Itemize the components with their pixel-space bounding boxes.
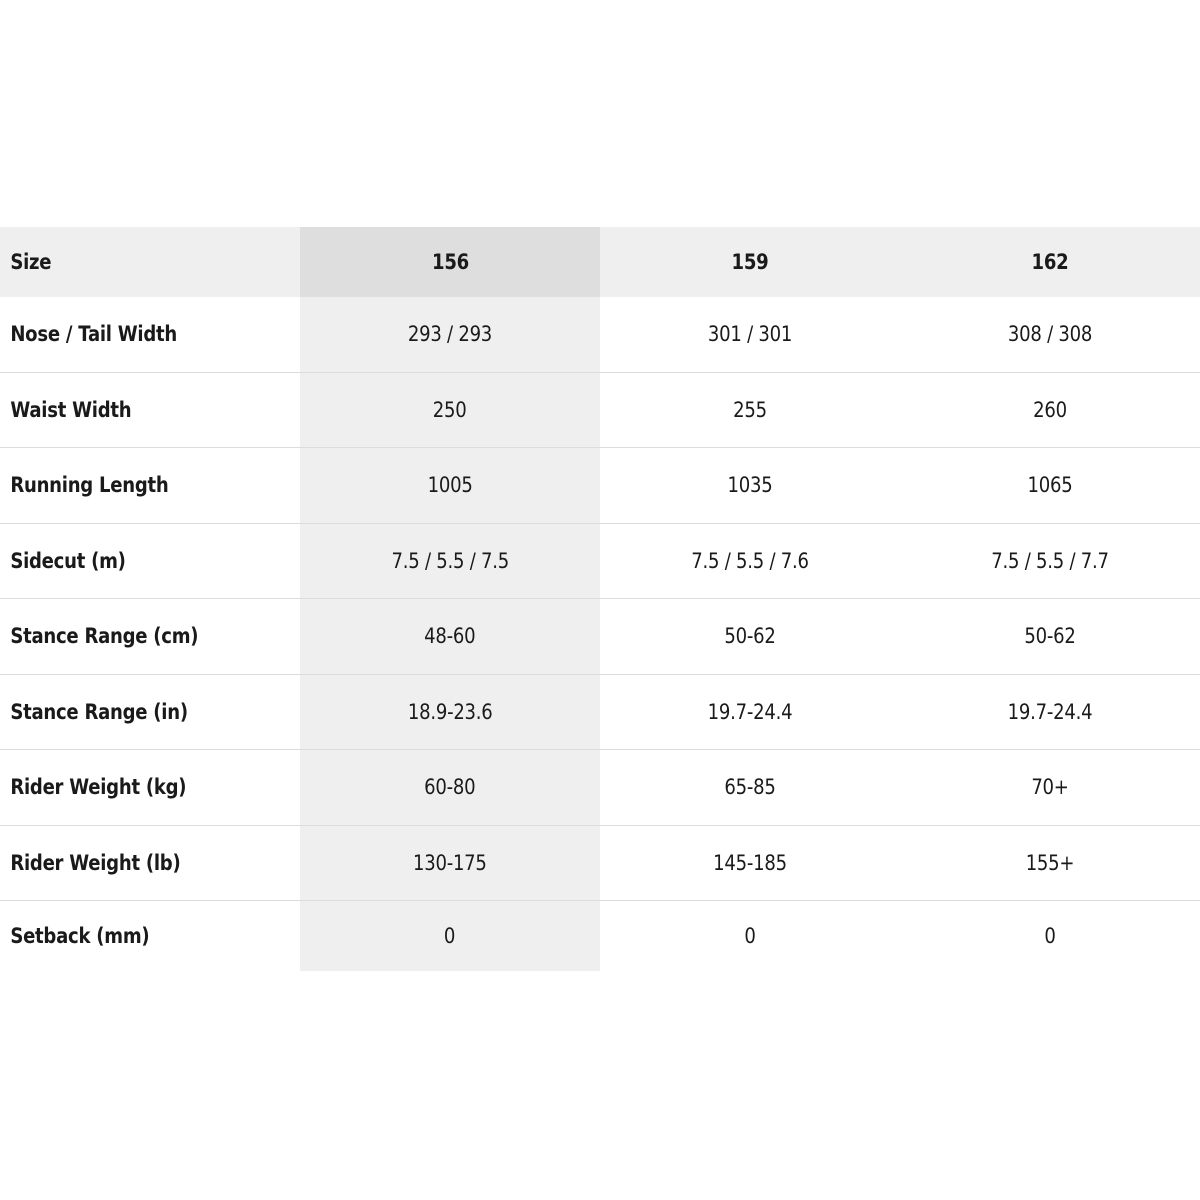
table-cell: 50-62: [1024, 624, 1076, 649]
table-cell: [300, 901, 600, 971]
table-cell: 0: [1044, 924, 1056, 948]
header-size-162: 162: [1031, 250, 1069, 274]
table-cell: [300, 826, 600, 901]
header-size-156-text: 156: [431, 250, 469, 274]
table-row: [0, 524, 1200, 600]
header-size-159: 159: [731, 250, 769, 274]
table-header-row: [0, 227, 1200, 297]
table-cell: [300, 524, 600, 599]
table-cell: 260: [1033, 397, 1067, 422]
table-cell: 7.5 / 5.5 / 7.6: [691, 548, 809, 573]
table-cell: 70+: [1031, 775, 1069, 800]
row-label: Waist Width: [10, 397, 132, 422]
table-cell: [300, 448, 600, 523]
table-cell: [300, 675, 600, 750]
header-size-156: [300, 227, 600, 297]
table-cell: 19.7-24.4: [707, 699, 793, 724]
row-label: Rider Weight (lb): [10, 850, 181, 875]
table-row: [0, 599, 1200, 675]
table-row: [0, 373, 1200, 449]
table-row: [0, 901, 1200, 971]
table-row: [0, 297, 1200, 373]
table-cell: 50-62: [724, 624, 776, 649]
table-row: [0, 675, 1200, 751]
row-label: Sidecut (m): [10, 548, 126, 573]
table-cell: 7.5 / 5.5 / 7.7: [991, 548, 1109, 573]
table-cell: [300, 599, 600, 674]
row-label: Running Length: [10, 473, 169, 498]
table-cell: [300, 297, 600, 372]
table-cell-text: 60-80: [424, 775, 476, 800]
table-cell-text: 7.5 / 5.5 / 7.5: [391, 548, 509, 573]
table-cell: 1065: [1027, 473, 1073, 498]
table-cell: [300, 750, 600, 825]
table-cell-text: 293 / 293: [407, 322, 493, 347]
row-label: Stance Range (cm): [10, 624, 199, 649]
table-cell: 301 / 301: [707, 322, 793, 347]
table-cell-text: 1005: [427, 473, 473, 498]
table-row: [0, 750, 1200, 826]
table-cell: 19.7-24.4: [1007, 699, 1093, 724]
table-cell: 1035: [727, 473, 773, 498]
row-label: Setback (mm): [10, 924, 150, 948]
table-row: [0, 826, 1200, 902]
table-cell-text: 0: [444, 924, 456, 948]
table-cell: 155+: [1025, 850, 1075, 875]
row-label: Stance Range (in): [10, 699, 188, 724]
row-label: Rider Weight (kg): [10, 775, 187, 800]
table-row: [0, 448, 1200, 524]
table-cell-text: 48-60: [424, 624, 476, 649]
table-cell-text: 250: [433, 397, 467, 422]
row-label: Nose / Tail Width: [10, 322, 178, 347]
table-cell: 65-85: [724, 775, 776, 800]
header-label-size: Size: [10, 250, 52, 274]
size-spec-table: [0, 227, 1200, 971]
table-cell: [300, 373, 600, 448]
table-cell: 255: [733, 397, 767, 422]
table-cell-text: 130-175: [413, 850, 487, 875]
table-cell-text: 18.9-23.6: [407, 699, 493, 724]
table-cell: 145-185: [713, 850, 787, 875]
table-cell: 308 / 308: [1007, 322, 1093, 347]
table-cell: 0: [744, 924, 756, 948]
